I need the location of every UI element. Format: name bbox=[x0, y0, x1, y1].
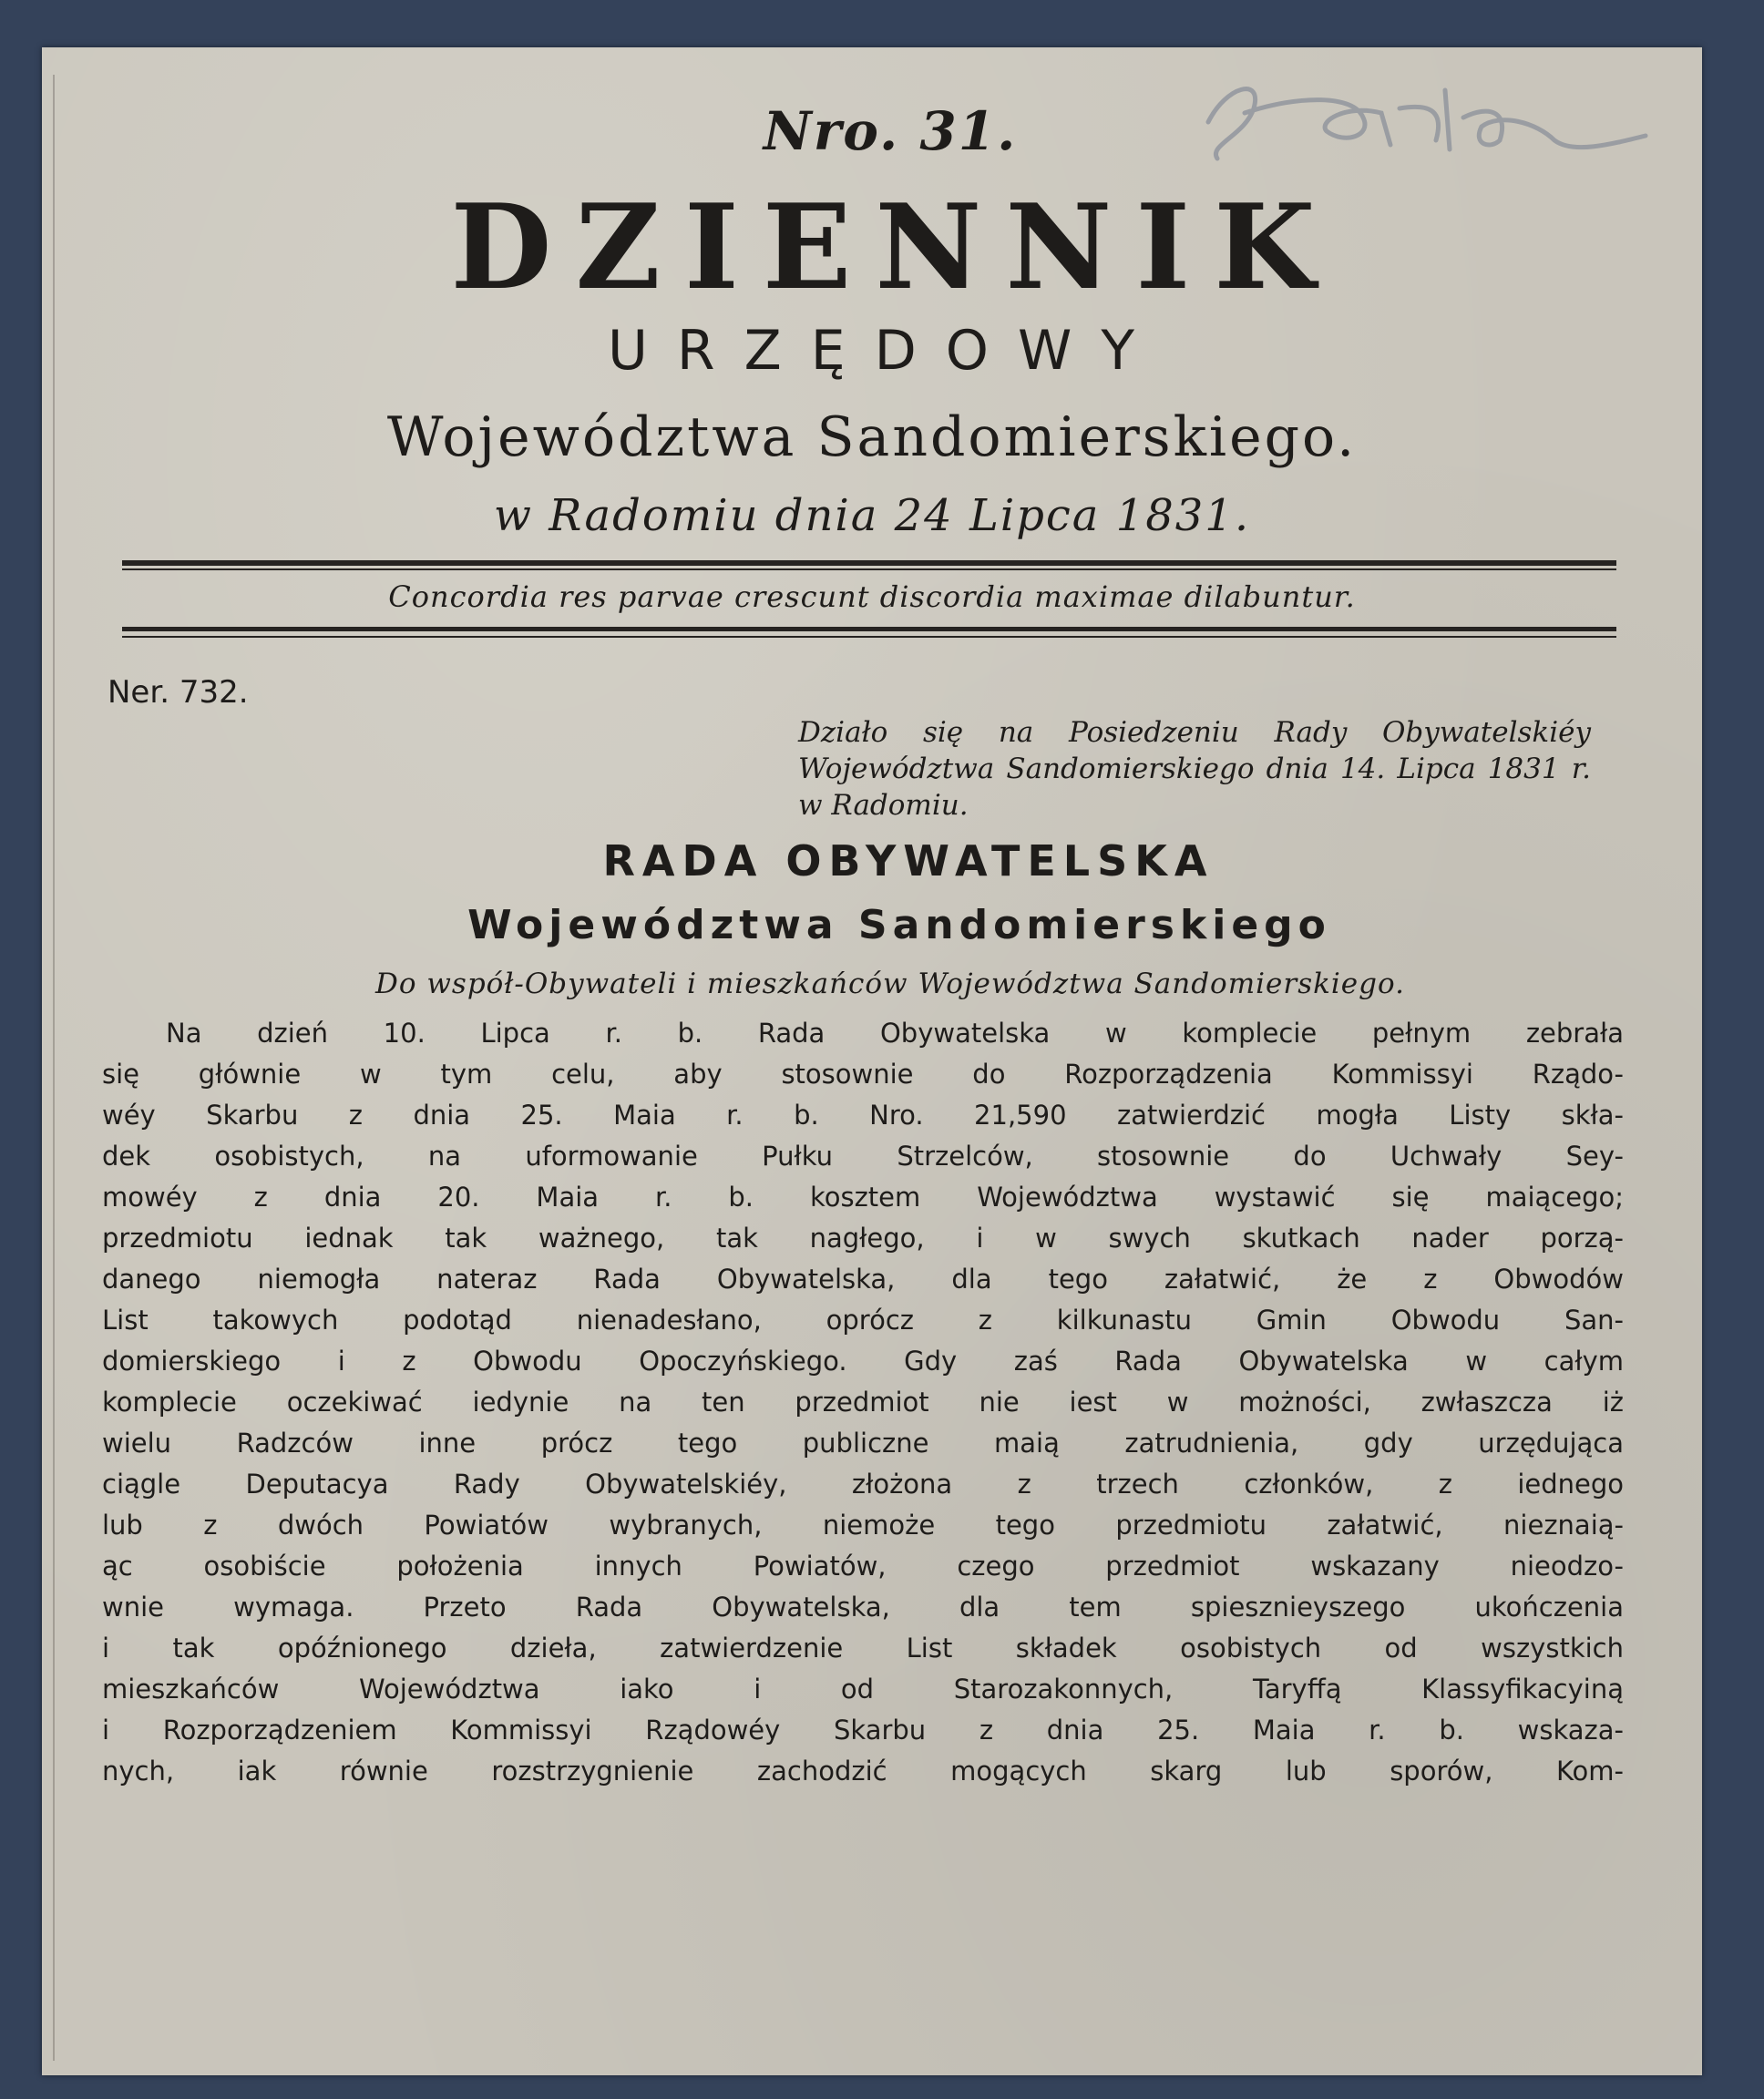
body-line: mowéy z dnia 20. Maia r. b. kosztem Województwa wystawić się maiącego; bbox=[102, 1182, 1624, 1213]
body-line: lub z dwóch Powiatów wybranych, niemoże tego przedmiotu załatwić, nieznaią- bbox=[102, 1510, 1624, 1541]
body-line: danego niemogła nateraz Rada Obywatelska, dla tego załatwić, że z Obwodów bbox=[102, 1264, 1624, 1295]
body-line: ąc osobiście położenia innych Powiatów, czego przedmiot wskazany nieodzo- bbox=[102, 1551, 1624, 1582]
body-line: dek osobistych, na uformowanie Pułku Strzelców, stosownie do Uchwały Sey- bbox=[102, 1141, 1624, 1172]
body-line: mieszkańców Województwa iako i od Starozakonnych, Taryffą Klassyfikacyiną bbox=[102, 1674, 1624, 1705]
newspaper-subtitle: URZĘDOWY bbox=[607, 319, 1164, 383]
body-line: Na dzień 10. Lipca r. b. Rada Obywatelska w komplecie pełnym zebrała bbox=[166, 1018, 1624, 1049]
body-line: ciągle Deputacya Rady Obywatelskiéy, złożona z trzech członków, z iednego bbox=[102, 1469, 1624, 1500]
body-line: się głównie w tym celu, aby stosownie do Rozporządzenia Kommissyi Rządo- bbox=[102, 1059, 1624, 1090]
divider-rule bbox=[122, 627, 1616, 631]
body-line: wéy Skarbu z dnia 25. Maia r. b. Nro. 21,590 zatwierdzić mogła Listy skła- bbox=[102, 1100, 1624, 1131]
entry-number: Ner. 732. bbox=[108, 674, 249, 711]
addressees: Do współ-Obywateli i mieszkańców Województwa Sandomierskiego. bbox=[375, 968, 1405, 1000]
divider-rule bbox=[122, 568, 1616, 570]
issue-number: Nro. 31. bbox=[763, 100, 1018, 162]
divider-rule bbox=[122, 560, 1616, 566]
body-line: wnie wymaga. Przeto Rada Obywatelska, dla tem spiesznieyszego ukończenia bbox=[102, 1592, 1624, 1623]
issuer-region: Województwa Sandomierskiego bbox=[467, 902, 1331, 948]
issuer-title: RADA OBYWATELSKA bbox=[602, 836, 1215, 886]
body-line: wielu Radzców inne prócz tego publiczne maią zatrudnienia, gdy urzędująca bbox=[102, 1428, 1624, 1459]
newspaper-page bbox=[42, 47, 1702, 2075]
body-line: List takowych podotąd nienadesłano, oprócz z kilkunastu Gmin Obwodu San- bbox=[102, 1305, 1624, 1336]
newspaper-region: Województwa Sandomierskiego. bbox=[386, 405, 1358, 469]
newspaper-title: DZIENNIK bbox=[450, 179, 1339, 316]
body-text bbox=[102, 1013, 1624, 1792]
body-line: i Rozporządzeniem Kommissyi Rządowéy Skarbu z dnia 25. Maia r. b. wskaza- bbox=[102, 1715, 1624, 1746]
divider-rule bbox=[122, 636, 1616, 638]
body-line: komplecie oczekiwać iedynie na ten przedmiot nie iest w możności, zwłaszcza iż bbox=[102, 1387, 1624, 1418]
minutes-note: Działo się na Posiedzeniu Rady Obywatelskiéy Województwa Sandomierskiego dnia 14. Lipca 1831 r. w Radomiu. bbox=[798, 716, 1591, 822]
dateline: w Radomiu dnia 24 Lipca 1831. bbox=[493, 490, 1251, 541]
body-line: przedmiotu iednak tak ważnego, tak nagłego, i w swych skutkach nader porzą- bbox=[102, 1223, 1624, 1254]
body-line: nych, iak równie rozstrzygnienie zachodzić mogących skarg lub sporów, Kom- bbox=[102, 1756, 1624, 1787]
body-line: i tak opóźnionego dzieła, zatwierdzenie List składek osobistych od wszystkich bbox=[102, 1633, 1624, 1664]
motto: Concordia res parvae crescunt discordia maximae dilabuntur. bbox=[388, 579, 1356, 614]
body-line: domierskiego i z Obwodu Opoczyńskiego. Gdy zaś Rada Obywatelska w całym bbox=[102, 1346, 1624, 1377]
